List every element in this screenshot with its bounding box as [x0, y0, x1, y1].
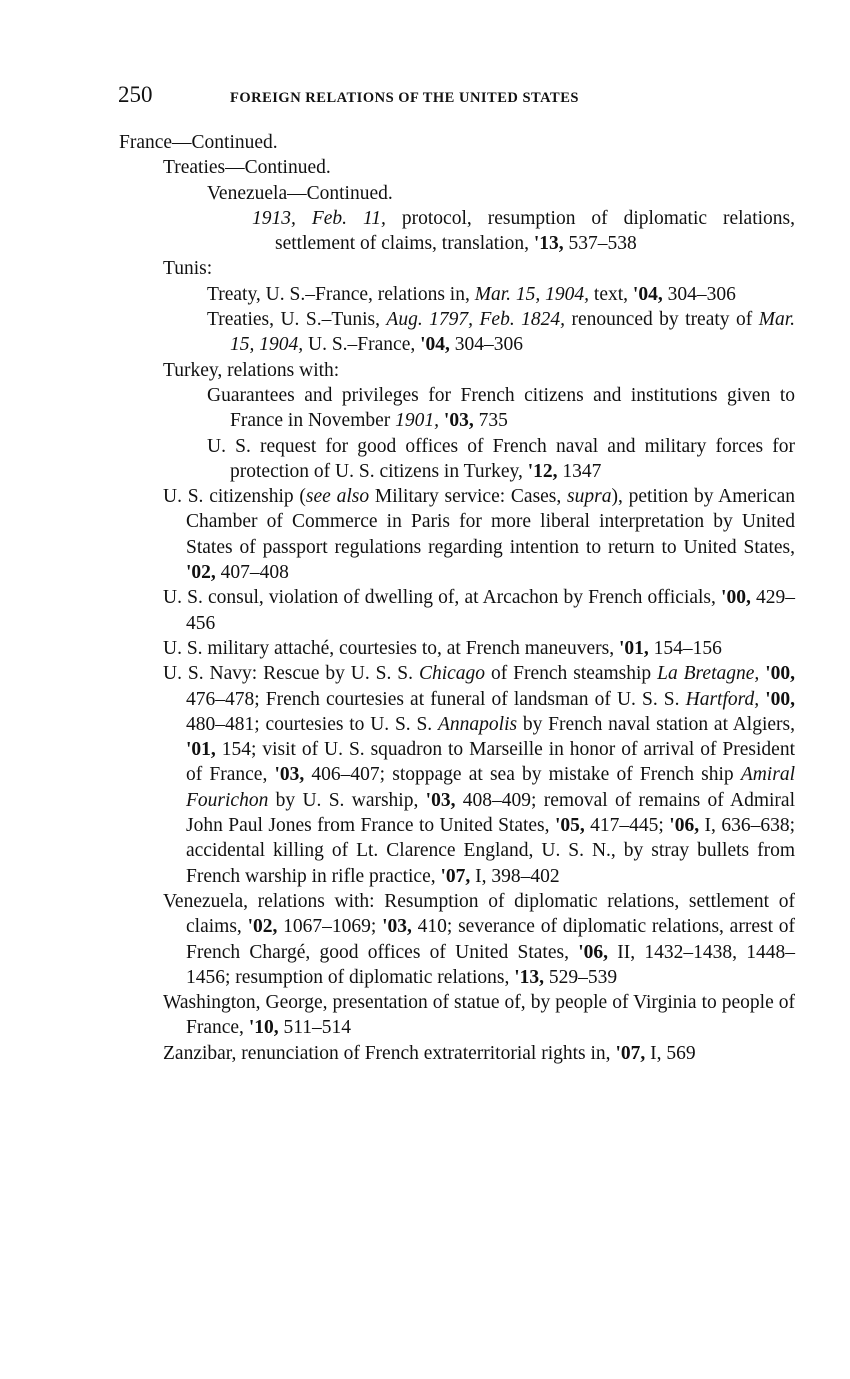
year-reference: '03, [443, 410, 474, 432]
entry-text: renounced by treaty of [565, 309, 759, 331]
entry-text: 529–539 [544, 966, 618, 988]
entry-text: France—Continued. [119, 132, 278, 153]
entry-text: 735 [473, 410, 508, 432]
index-entry [0, 661, 850, 889]
entry-text: U. S. consul, violation of dwelling of, at Arcachon by French officials, [163, 587, 722, 609]
index-entry [0, 130, 850, 155]
entry-text: Washington, George, presentation of statue of, by people of Virginia to people of France, [163, 992, 795, 1039]
year-reference: '03, [382, 916, 412, 938]
index-entry [0, 484, 850, 585]
entry-text: Turkey, relations with: [163, 359, 340, 381]
index-entry [0, 383, 850, 434]
index-entry [0, 206, 850, 257]
year-reference: '01, [618, 637, 649, 659]
italic-text: La Bretagne, [657, 663, 760, 685]
index-entry [0, 307, 850, 358]
year-reference: '00, [721, 587, 751, 609]
entry-text: 408–409; removal of remains of Admiral John Paul Jones from France to United States, [186, 789, 795, 837]
entry-text: Venezuela, relations with: Resumption of diplomatic relations, settlement of claims, [163, 890, 795, 938]
entry-text: Zanzibar, renunciation of French extraterritorial rights in, [163, 1042, 616, 1064]
index-entry [0, 1041, 850, 1066]
entry-text: 407–408 [215, 562, 289, 584]
year-reference: '02, [186, 562, 216, 584]
year-reference: '06, [578, 941, 608, 963]
entry-text: 511–514 [278, 1017, 352, 1039]
entry-text: 154; visit of U. S. squadron to Marseille in honor of arrival of President of France, [186, 739, 795, 786]
index-entry [0, 434, 850, 485]
index-entry [0, 990, 850, 1041]
index-entry [0, 181, 850, 206]
running-head: FOREIGN RELATIONS OF THE UNITED STATES [230, 90, 579, 106]
year-reference: '01, [186, 739, 216, 761]
year-reference: '03, [274, 764, 305, 786]
italic-text: see also [305, 486, 370, 508]
entry-text: U. S.–France, [303, 334, 421, 356]
year-reference: '13, [533, 233, 564, 255]
entry-text: 480–481; courtesies to U. S. S. [186, 713, 438, 735]
entry-text: 1067–1069; [277, 916, 383, 938]
year-reference: '13, [514, 966, 544, 988]
italic-text: 1901, [395, 410, 440, 432]
entry-text: Military service: Cases, [369, 486, 568, 508]
year-reference: '04, [632, 283, 663, 305]
entry-text: 429–456 [186, 587, 795, 634]
entry-text: II, 1432–1438, 1448–1456; resumption of diplomatic relations, [186, 941, 795, 988]
italic-text: Amiral Fourichon [186, 764, 795, 811]
page-number: 250 [118, 82, 153, 107]
year-reference: '06, [669, 815, 700, 837]
entry-text: U. S. request for good offices of French naval and military forces for protection of U. S. citizens in Turkey, [207, 435, 795, 482]
italic-text: 1913, Feb. 11, [252, 207, 386, 229]
index-entry [0, 282, 850, 307]
index-entry [0, 889, 850, 990]
italic-text: Mar. 15, 1904, [474, 283, 590, 305]
entry-text: Venezuela—Continued. [207, 182, 393, 204]
entry-text: 1347 [557, 460, 602, 482]
entry-text: text, [589, 283, 633, 305]
entry-text: 406–407; stoppage at sea by mistake of French ship [304, 764, 741, 786]
entry-text: protocol, resumption of diplomatic relations, settlement of claims, translation, [275, 207, 795, 255]
entry-text: Treaties, U. S.–Tunis, [207, 309, 387, 331]
index-entry [0, 585, 850, 636]
entry-text: by U. S. warship, [268, 789, 426, 811]
entry-text: 476–478; French courtesies at funeral of landsman of U. S. S. [186, 688, 686, 710]
entry-text: 304–306 [449, 334, 524, 356]
entry-text: Tunis: [163, 258, 213, 280]
italic-text: Hartford, [685, 688, 760, 710]
italic-text: Chicago [418, 663, 486, 685]
entry-text: of French steamship [485, 663, 658, 685]
entry-text: Treaty, U. S.–France, relations in, [207, 283, 475, 305]
entry-text: Treaties—Continued. [163, 157, 331, 179]
italic-text: Aug. 1797, Feb. 1824, [386, 309, 566, 331]
entry-text: 154–156 [648, 637, 722, 659]
italic-text: Mar. 15, 1904, [230, 309, 796, 356]
entry-text: Guarantees and privileges for French citizens and institutions given to France in November [207, 384, 795, 432]
entry-text: U. S. citizenship ( [163, 486, 306, 508]
entry-text: U. S. Navy: Rescue by U. S. S. [163, 663, 419, 685]
year-reference: '05, [554, 815, 585, 837]
entry-text: 304–306 [662, 283, 736, 305]
index-entry [0, 256, 850, 281]
entry-text: 537–538 [563, 233, 637, 255]
year-reference: '03, [425, 789, 456, 811]
year-reference: '02, [247, 916, 278, 938]
entry-text: 410; severance of diplomatic relations, arrest of French Chargé, good offices of United States, [186, 916, 796, 963]
year-reference: '07, [440, 865, 471, 887]
entry-text: I, 398–402 [470, 865, 560, 887]
index-body [0, 130, 850, 1066]
entry-text: 417–445; [584, 815, 670, 837]
index-entry [0, 155, 850, 180]
index-entry [0, 636, 850, 661]
index-entry [0, 358, 850, 383]
italic-text: supra [567, 486, 612, 508]
year-reference: '07, [615, 1042, 646, 1064]
entry-text: by French naval station at Algiers, [517, 713, 795, 735]
entry-text: I, 636–638; accidental killing of Lt. Clarence England, U. S. N., by stray bullets from French warship in rifle practice, [186, 815, 795, 887]
year-reference: '12, [527, 460, 558, 482]
year-reference: '10, [248, 1017, 279, 1039]
year-reference: '00, [765, 663, 796, 685]
entry-text: ), petition by American Chamber of Commerce in Paris for more liberal interpretation by United States of passport regulations regarding intention to return to United States, [186, 486, 796, 558]
entry-text: I, 569 [645, 1042, 696, 1064]
year-reference: '00, [765, 688, 796, 710]
entry-text: U. S. military attaché, courtesies to, at French maneuvers, [163, 637, 619, 659]
year-reference: '04, [420, 334, 450, 356]
italic-text: Annapolis [437, 713, 518, 735]
